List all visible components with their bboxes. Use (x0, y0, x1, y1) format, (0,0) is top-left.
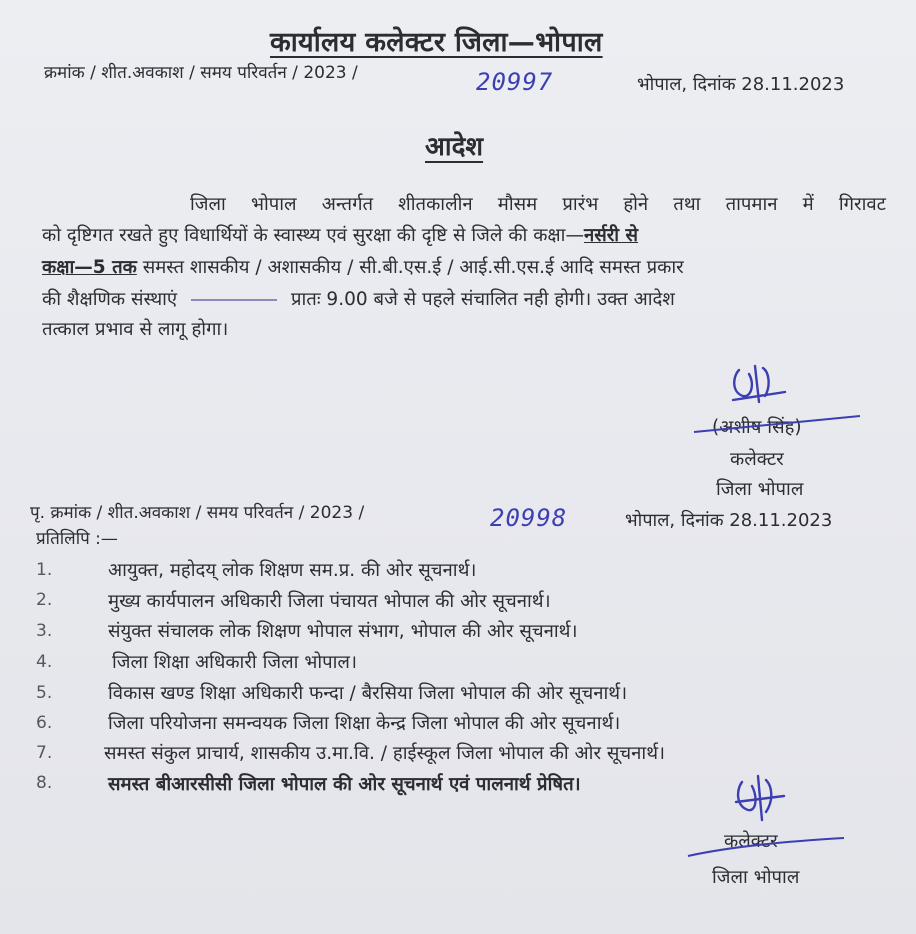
list-item-text: विकास खण्ड शिक्षा अधिकारी फन्दा / बैरसिया जिला भोपाल की ओर सूचनार्थ। (108, 683, 628, 704)
list-item-text: जिला शिक्षा अधिकारी जिला भोपाल। (112, 652, 357, 673)
body-line-4-text-b: प्रातः 9.00 बजे से पहले संचालित नही होगी। उक्त आदेश (290, 289, 675, 310)
list-item-number: 5. (36, 683, 53, 703)
order-heading: आदेश (425, 132, 484, 162)
body-line-2-text: को दृष्टिगत रखते हुए विधार्थियों के स्वास्थ्य एवं सुरक्षा की दृष्टि से जिले की कक्षा— (42, 225, 584, 246)
body-line-3-text: समस्त शासकीय / अशासकीय / सी.बी.एस.ई / आई.सी.एस.ई आदि समस्त प्रकार (142, 257, 684, 278)
list-item-number: 6. (36, 713, 53, 733)
pen-strike-icon (684, 830, 849, 860)
reference-number: 20997 (476, 68, 554, 96)
body-line-4-text-a: की शैक्षणिक संस्थाएं (42, 289, 178, 310)
signatory-1-name: (अशीष सिंह) (712, 417, 802, 438)
signatory-1-office: जिला भोपाल (716, 479, 804, 500)
copy-reference-place-date: भोपाल, दिनांक 28.11.2023 (625, 510, 833, 531)
signatory-2-office: जिला भोपाल (712, 867, 800, 888)
list-item-text: समस्त संकुल प्राचार्य, शासकीय उ.मा.वि. / हाईस्कूल जिला भोपाल की ओर सूचनार्थ। (104, 743, 666, 764)
list-item-number: 7. (36, 743, 53, 763)
copy-reference-prefix: पृ. क्रमांक / शीत.अवकाश / समय परिवर्तन / 2023 / (30, 503, 365, 523)
body-line-5: तत्काल प्रभाव से लागू होगा। (42, 319, 229, 340)
list-item-number: 1. (36, 560, 53, 580)
list-item-number: 8. (36, 773, 53, 793)
signature-1-icon (725, 362, 795, 408)
redaction-mark (191, 299, 277, 301)
body-line-3 (42, 254, 886, 279)
list-item-text: जिला परियोजना समन्वयक जिला शिक्षा केन्द्र जिला भोपाल की ओर सूचनार्थ। (108, 713, 621, 734)
office-title: कार्यालय कलेक्टर जिला—भोपाल (270, 27, 603, 58)
list-item-number: 4. (36, 652, 53, 672)
list-item-text: समस्त बीआरसीसी जिला भोपाल की ओर सूचनार्थ एवं पालनार्थ प्रेषित। (108, 774, 581, 795)
signature-2-icon (730, 772, 790, 826)
body-line-2-emphasis: नर्सरी से (583, 225, 639, 246)
copy-reference-number: 20998 (490, 504, 568, 532)
copy-label: प्रतिलिपि :— (36, 529, 118, 549)
body-line-1: जिला भोपाल अन्तर्गत शीतकालीन मौसम प्रारंभ होने तथा तापमान में गिरावट (190, 194, 886, 215)
list-item-text: संयुक्त संचालक लोक शिक्षण भोपाल संभाग, भोपाल की ओर सूचनार्थ। (108, 621, 578, 642)
pen-strike-icon (690, 414, 865, 436)
body-line-4 (42, 286, 886, 311)
body-line-2 (42, 222, 886, 247)
list-item-number: 3. (36, 621, 53, 641)
reference-place-date: भोपाल, दिनांक 28.11.2023 (637, 74, 845, 95)
reference-prefix: क्रमांक / शीत.अवकाश / समय परिवर्तन / 2023 / (44, 63, 358, 83)
signatory-1-designation: कलेक्टर (730, 449, 784, 470)
list-item-text: आयुक्त, महोदय् लोक शिक्षण सम.प्र. की ओर सूचनार्थ। (108, 560, 477, 581)
list-item-text: मुख्य कार्यपालन अधिकारी जिला पंचायत भोपाल की ओर सूचनार्थ। (108, 591, 551, 612)
list-item-number: 2. (36, 590, 53, 610)
signatory-2-designation: कलेक्टर (724, 831, 778, 852)
body-line-3-emphasis: कक्षा—5 तक (42, 257, 137, 278)
